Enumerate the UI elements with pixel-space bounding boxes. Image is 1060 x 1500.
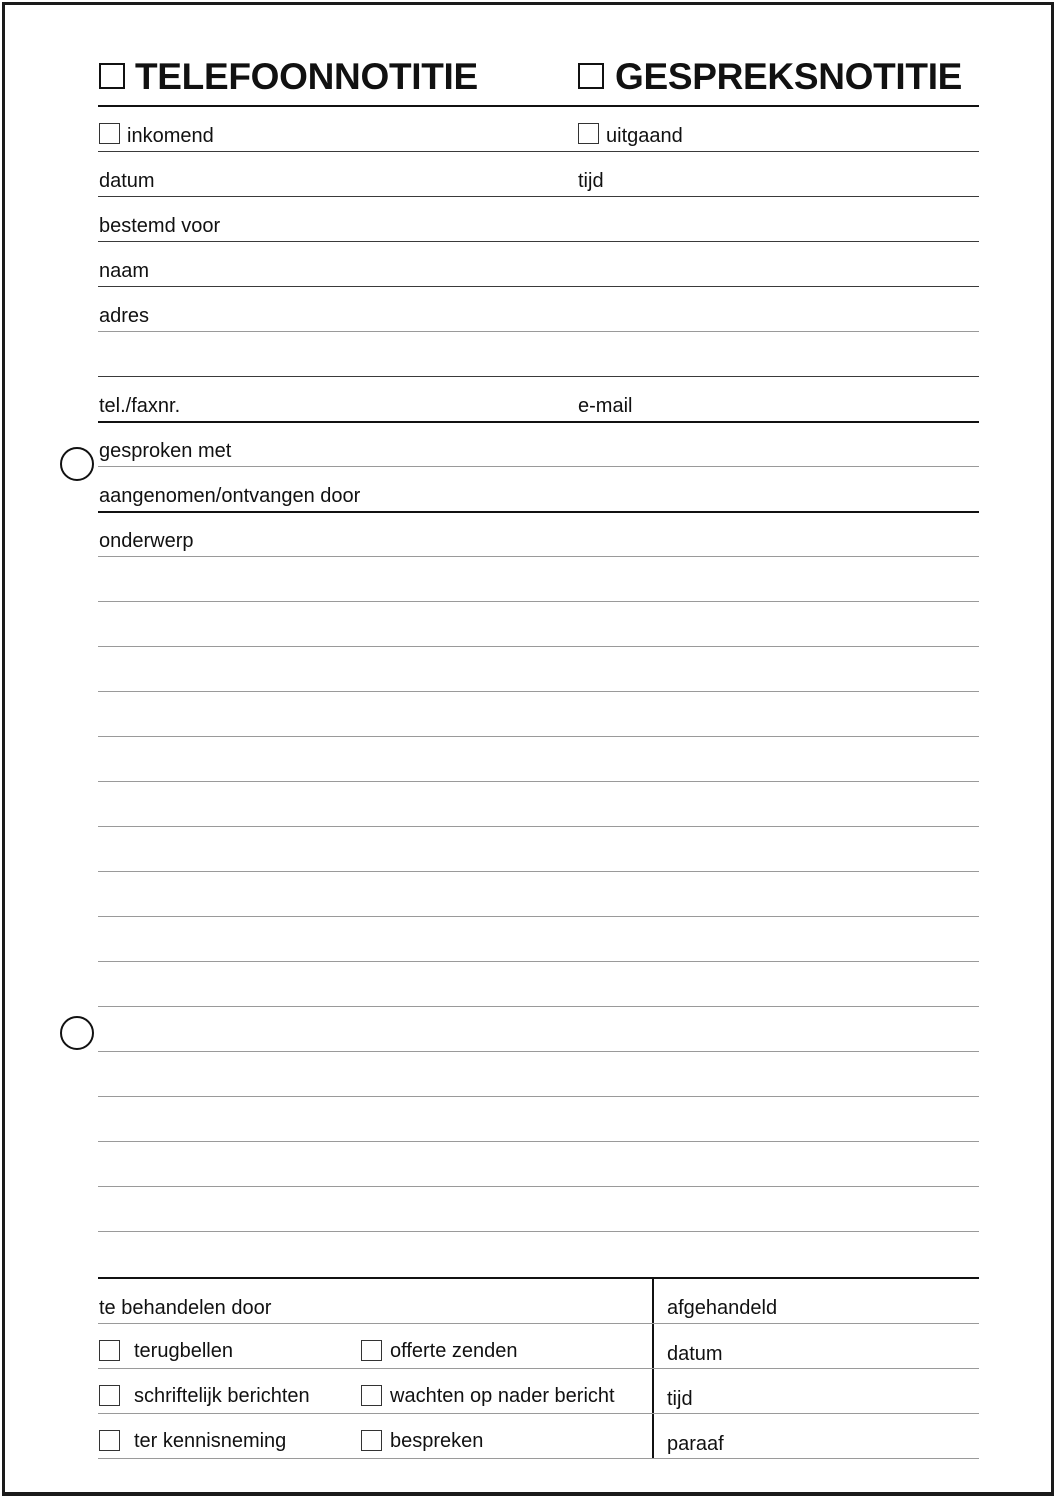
subject-line[interactable] xyxy=(98,601,979,602)
handle-by-label: te behandelen door xyxy=(99,1297,272,1319)
footer-line xyxy=(98,1368,979,1369)
handled-label: afgehandeld xyxy=(667,1297,778,1319)
intended-for-label: bestemd voor xyxy=(99,215,221,237)
subject-line[interactable] xyxy=(98,1006,979,1007)
footer-line xyxy=(98,1458,979,1459)
outgoing-checkbox[interactable] xyxy=(578,123,599,144)
intended-for-field[interactable] xyxy=(98,241,979,242)
subject-line[interactable] xyxy=(98,826,979,827)
callback-label: terugbellen xyxy=(134,1340,233,1362)
date-time-field[interactable] xyxy=(98,196,979,197)
incoming-label: inkomend xyxy=(127,125,214,147)
await-message-label: wachten op nader bericht xyxy=(390,1385,615,1407)
subject-line[interactable] xyxy=(98,1186,979,1187)
send-quote-label: offerte zenden xyxy=(390,1340,518,1362)
subject-line[interactable] xyxy=(98,1096,979,1097)
incoming-checkbox[interactable] xyxy=(99,123,120,144)
subject-line[interactable] xyxy=(98,646,979,647)
subject-line[interactable] xyxy=(98,736,979,737)
subject-line[interactable] xyxy=(98,781,979,782)
discuss-label: bespreken xyxy=(390,1430,484,1452)
divider xyxy=(98,151,979,152)
footer-line xyxy=(98,1413,979,1414)
phone-email-field[interactable] xyxy=(98,421,979,423)
send-quote-checkbox[interactable] xyxy=(361,1340,382,1361)
time-label: tijd xyxy=(578,170,604,192)
address-label: adres xyxy=(99,305,150,327)
subject-line[interactable] xyxy=(98,556,979,557)
footer-line xyxy=(98,1323,979,1324)
subject-line[interactable] xyxy=(98,961,979,962)
address-field-line-1[interactable] xyxy=(98,331,979,332)
subject-label: onderwerp xyxy=(99,530,194,552)
await-message-checkbox[interactable] xyxy=(361,1385,382,1406)
initials-label: paraaf xyxy=(667,1433,724,1455)
callback-checkbox[interactable] xyxy=(99,1340,120,1361)
subject-line[interactable] xyxy=(98,1141,979,1142)
subject-line[interactable] xyxy=(98,691,979,692)
gespreksnotitie-checkbox[interactable] xyxy=(578,63,604,89)
for-information-label: ter kennisneming xyxy=(134,1430,287,1452)
name-label: naam xyxy=(99,260,150,282)
title-gespreksnotitie: GESPREKSNOTITIE xyxy=(615,56,963,97)
title-telefoonnotitie: TELEFOONNOTITIE xyxy=(135,56,478,97)
discuss-checkbox[interactable] xyxy=(361,1430,382,1451)
address-field-line-2[interactable] xyxy=(98,376,979,377)
spoken-with-label: gesproken met xyxy=(99,440,232,462)
subject-line[interactable] xyxy=(98,1051,979,1052)
divider xyxy=(98,105,979,107)
handled-date-label: datum xyxy=(667,1343,723,1365)
footer-divider xyxy=(98,1277,979,1279)
subject-line[interactable] xyxy=(98,1231,979,1232)
email-label: e-mail xyxy=(578,395,633,417)
name-field[interactable] xyxy=(98,286,979,287)
punch-hole-bottom xyxy=(60,1016,94,1050)
subject-line[interactable] xyxy=(98,871,979,872)
received-by-label: aangenomen/ontvangen door xyxy=(99,485,361,507)
outgoing-label: uitgaand xyxy=(606,125,683,147)
phone-fax-label: tel./faxnr. xyxy=(99,395,181,417)
punch-hole-top xyxy=(60,447,94,481)
received-by-field[interactable] xyxy=(98,511,979,513)
written-reply-checkbox[interactable] xyxy=(99,1385,120,1406)
subject-line[interactable] xyxy=(98,916,979,917)
handled-time-label: tijd xyxy=(667,1388,693,1410)
telefoonnotitie-checkbox[interactable] xyxy=(99,63,125,89)
footer-column-divider xyxy=(652,1279,654,1459)
for-information-checkbox[interactable] xyxy=(99,1430,120,1451)
date-label: datum xyxy=(99,170,155,192)
written-reply-label: schriftelijk berichten xyxy=(134,1385,310,1407)
spoken-with-field[interactable] xyxy=(98,466,979,467)
